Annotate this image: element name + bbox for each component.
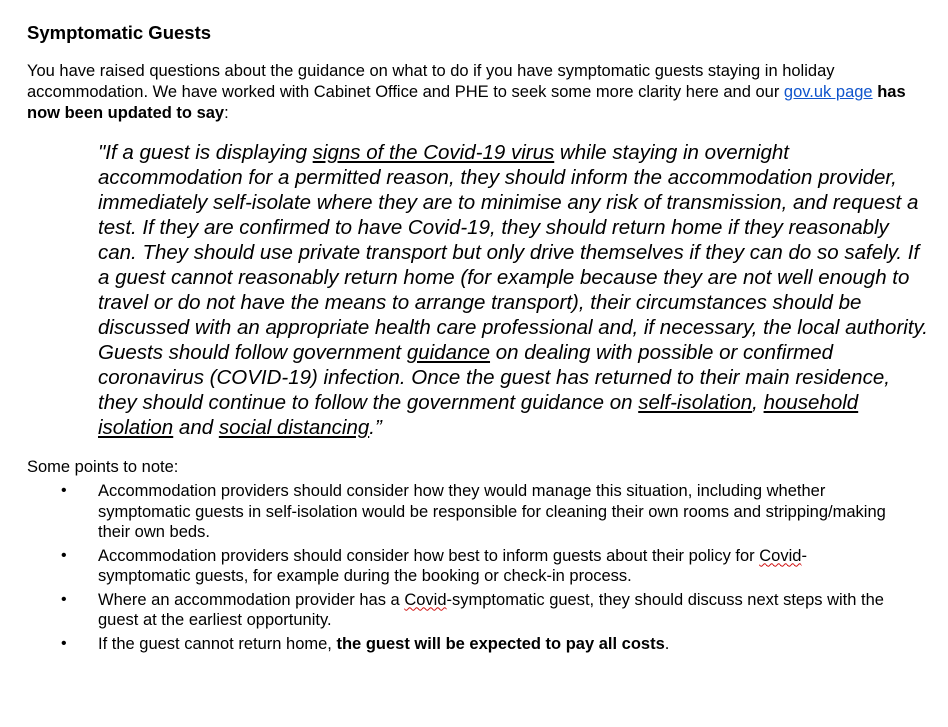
guidance-link[interactable]: guidance <box>406 341 491 364</box>
section-heading: Symptomatic Guests <box>27 22 212 43</box>
point-text: Where an accommodation provider has a <box>98 590 405 609</box>
point-text-rest: . <box>664 634 670 653</box>
intro-end-punct: : <box>224 104 229 122</box>
quote-text-continue: on dealing with possible or confirmed coronavirus (COVID-19) infection. Once the guest has returned to their main residence, they should continue to follow the government guidance on <box>98 341 890 414</box>
point-bold-text: the guest will be expected to pay all costs <box>336 634 665 653</box>
point-text: If the guest cannot return home, <box>98 634 337 653</box>
point-text-rest: -symptomatic guest, they should discuss next steps with the guest at the earliest opportunity. <box>98 590 884 629</box>
document-page <box>27 0 932 657</box>
point-text-rest: -symptomatic guests, for example during the booking or check-in process. <box>98 546 807 585</box>
quote-sep-2: and <box>173 416 219 439</box>
bullet-icon: • <box>61 482 67 499</box>
household-isolation-link[interactable]: household isolation <box>98 391 859 439</box>
quote-close: .” <box>369 416 382 439</box>
quote-sep-1: , <box>752 391 764 414</box>
gov-uk-page-link[interactable]: gov.uk page <box>783 83 873 101</box>
intro-bold-text: has now been updated to say <box>27 83 906 122</box>
points-title: Some points to note: <box>27 458 179 476</box>
intro-text: You have raised questions about the guidance on what to do if you have symptomatic guests staying in holiday accommodation. We have worked with Cabinet Office and PHE to seek some more clarity here and our <box>27 62 835 101</box>
social-distancing-link[interactable]: social distancing <box>218 416 370 439</box>
quote-text-open: "If a guest is displaying <box>98 141 313 164</box>
points-list <box>27 481 932 654</box>
list-item <box>27 590 888 631</box>
guidance-quote <box>98 140 928 440</box>
bullet-icon: • <box>61 590 67 608</box>
list-item <box>27 634 888 655</box>
spellcheck-word: Covid <box>404 590 447 609</box>
point-text: Accommodation providers should consider how best to inform guests about their policy for <box>98 546 760 565</box>
point-text: Accommodation providers should consider how they would manage this situation, including whether symptomatic guests in self-isolation would be responsible for cleaning their own rooms and stripping/making their own beds. <box>98 482 886 541</box>
signs-of-covid-link[interactable]: signs of the Covid-19 virus <box>312 141 555 164</box>
list-item <box>27 481 888 543</box>
bullet-icon: • <box>61 634 67 652</box>
list-item <box>27 546 888 587</box>
spellcheck-word: Covid <box>759 546 802 565</box>
intro-paragraph <box>27 61 907 124</box>
bullet-icon: • <box>61 546 67 564</box>
self-isolation-link[interactable]: self-isolation <box>638 391 753 414</box>
quote-text-main: while staying in overnight accommodation for a permitted reason, they should inform the accommodation provider, immediately self-isolate where they are to minimise any risk of transmission, and request a test. If they are confirmed to have Covid-19, they should return home if they reasonably can. They should use private transport but only drive themselves if they can do so safely. If a guest cannot reasonably return home (for example because they are not well enough to travel or do not have the means to arrange transport), their circumstances should be discussed with an appropriate health care professional and, if necessary, the local authority. Guests should follow government <box>98 141 928 364</box>
